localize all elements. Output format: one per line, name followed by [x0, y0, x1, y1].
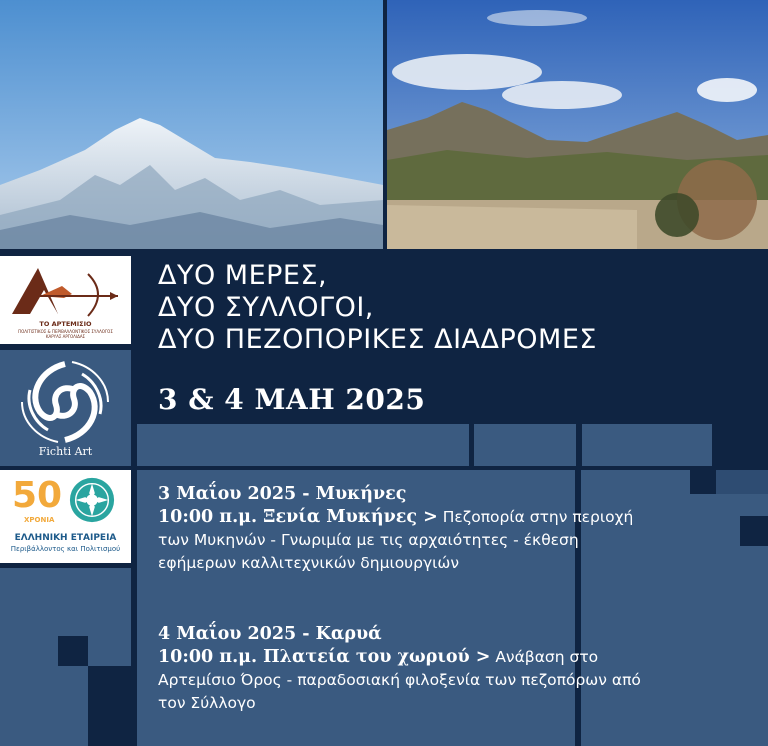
event-body: [158, 646, 658, 715]
hellenic-title: ΕΛΛΗΝΙΚΗ ΕΤΑΙΡΕΙΑ: [14, 533, 117, 543]
event-description: Πεζοπορία στην περιοχή των Μυκηνών - Γνωριμία με τις αρχαιότητες - έκθεση εφήμερων καλλιτεχνικών δημιουργιών: [158, 508, 634, 572]
artemisio-logo: [0, 256, 131, 344]
event-dates: 3 & 4 ΜΑΗ 2025: [158, 383, 426, 416]
event-title: 3 Μαΐου 2025 - Μυκήνες: [158, 484, 407, 504]
snowy-mountain-photo: [0, 0, 383, 249]
decor-block: [58, 636, 88, 666]
headline-line-1: ΔΥΟ ΜΕΡΕΣ,: [158, 260, 328, 291]
headline-line-3: ΔΥΟ ΠΕΖΟΠΟΡΙΚΕΣ ΔΙΑΔΡΟΜΕΣ: [158, 324, 597, 355]
event-title: 4 Μαΐου 2025 - Καρυά: [158, 624, 382, 644]
event-description: Ανάβαση στο Αρτεμίσιο Όρος - παραδοσιακή φιλοξενία των πεζοπόρων από τον Σύλλογο: [158, 648, 641, 712]
decor-block: [131, 568, 137, 746]
event-body: [158, 506, 658, 575]
emblem-icon: [68, 476, 116, 524]
headline-line-2: ΔΥΟ ΣΥΛΛΟΓΟΙ,: [158, 292, 374, 323]
event-item: [158, 482, 658, 575]
decor-block: [88, 666, 131, 746]
decor-block: [690, 470, 716, 494]
decor-block: [740, 516, 768, 546]
fichti-art-logo: [0, 350, 131, 466]
rocky-hills-photo: [387, 0, 768, 249]
artemisio-subtitle: ΠΟΛΙΤΙΣΤΙΚΟΣ & ΠΕΡΙΒΑΛΛΟΝΤΙΚΟΣ ΣΥΛΛΟΓΟΣ ΚΑΡΥΑΣ ΑΡΓΟΛΙΔΑΣ: [18, 329, 113, 339]
decor-block: [474, 424, 576, 466]
event-item: [158, 622, 658, 715]
decor-block: [582, 424, 712, 466]
event-lead: 10:00 π.μ. Ξενία Μυκήνες >: [158, 507, 438, 527]
fifty-years-number: 50: [12, 475, 63, 516]
decor-block: [716, 470, 768, 494]
hellenic-society-logo: [0, 470, 131, 563]
headline: [158, 260, 597, 356]
fichti-art-label: Fichti Art: [38, 445, 93, 458]
artemisio-name: ΤΟ ΑΡΤΕΜΙΣΙΟ: [39, 320, 92, 328]
fifty-years-word: ΧΡΟΝΙΑ: [24, 516, 55, 524]
event-lead: 10:00 π.μ. Πλατεία του χωριού >: [158, 647, 491, 667]
decor-block: [137, 424, 469, 466]
hellenic-subtitle: Περιβάλλοντος και Πολιτισμού: [10, 545, 121, 553]
